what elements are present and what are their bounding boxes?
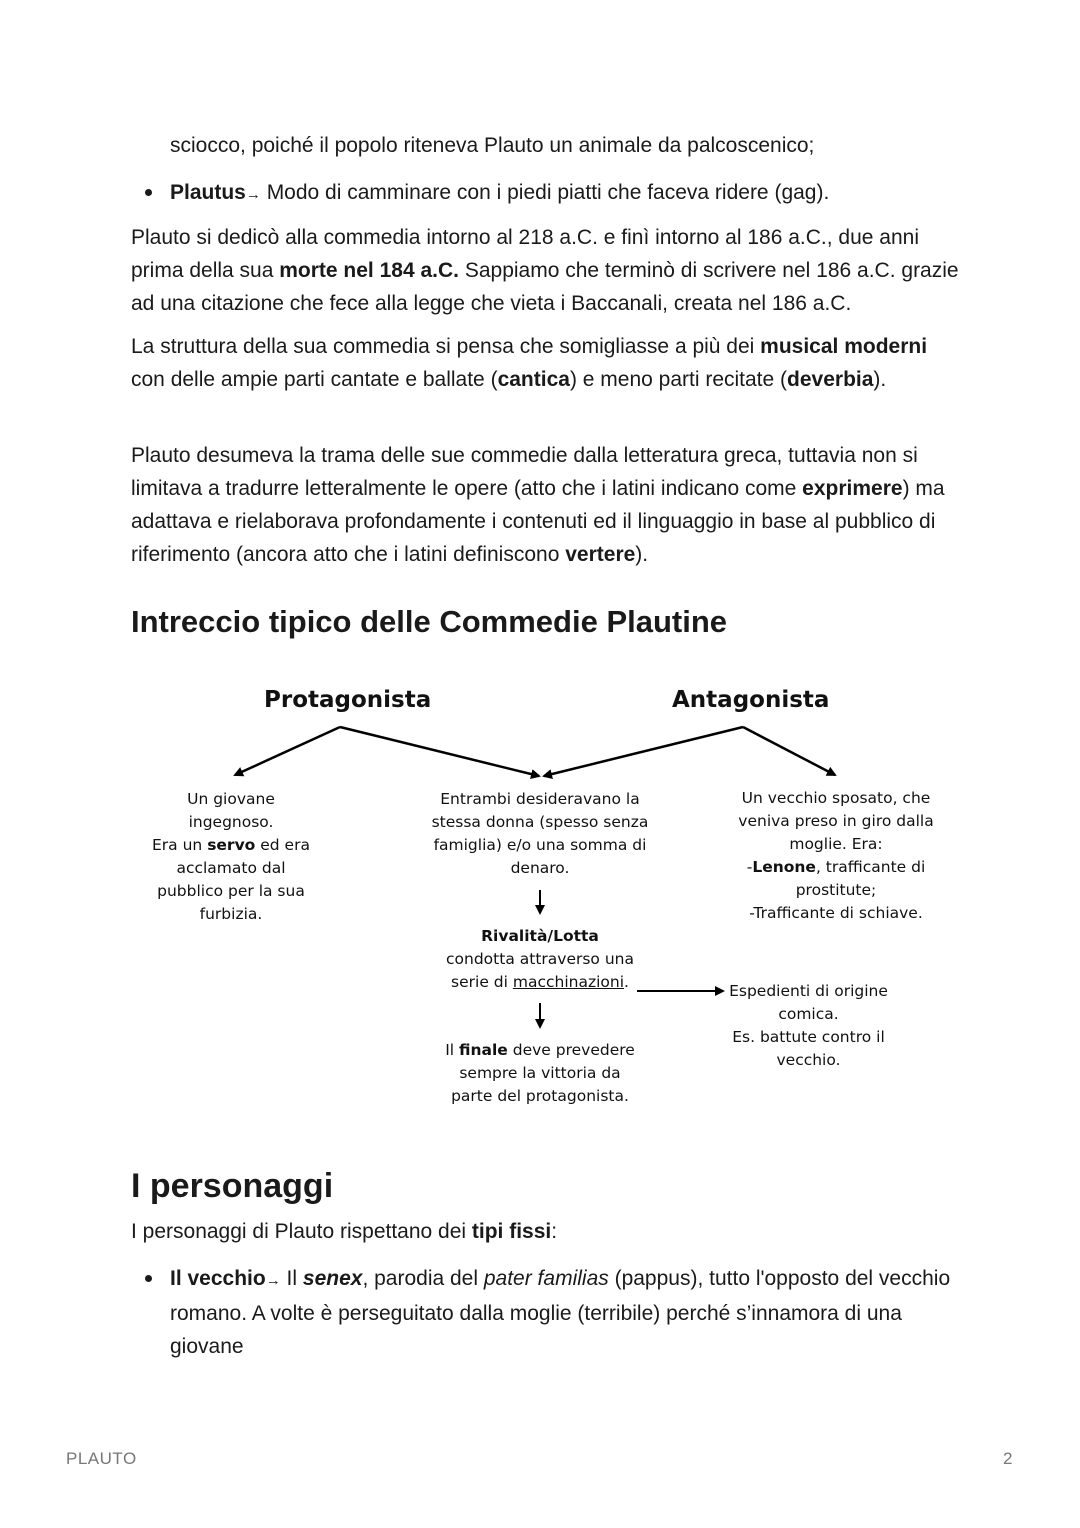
bullet-continuation: sciocco, poiché il popolo riteneva Plauto un animale da palcoscenico; bbox=[170, 134, 815, 157]
paragraph-structure: La struttura della sua commedia si pensa che somigliasse a più dei musical moderni con delle ampie parti cantate e ballate (cantica) e meno parti recitate (deverbia). bbox=[131, 335, 928, 391]
plot-diagram bbox=[131, 680, 961, 1130]
page-number: 2 bbox=[1003, 1449, 1013, 1468]
expedients-description: Espedienti di origine comica. Es. battute contro il vecchio. bbox=[729, 982, 888, 1069]
footer-title: PLAUTO bbox=[66, 1449, 137, 1468]
bullet-dot bbox=[145, 189, 152, 196]
paragraph-dates: Plauto si dedicò alla commedia intorno al 218 a.C. e finì intorno al 186 a.C., due anni prima della sua morte nel 184 a.C. Sappiamo che terminò di scrivere nel 186 a.C. grazie ad una citazione che fece alla legge che vieta i Baccanali, creata nel 186 a.C. bbox=[131, 226, 959, 315]
paragraph-tipi-fissi: I personaggi di Plauto rispettano dei tipi fissi: bbox=[131, 1220, 558, 1243]
bullet-vecchio: Il vecchio→ Il senex, parodia del pater familias (pappus), tutto l'opposto del vecchio romano. A volte è perseguitato dalla moglie (terribile) perché s’innamora di una giovane bbox=[170, 1267, 951, 1358]
finale-description: Il finale deve prevedere sempre la vittoria da parte del protagonista. bbox=[445, 1041, 635, 1105]
protagonist-description: Un giovane ingegnoso. Era un servo ed era acclamato dal pubblico per la sua furbizia. bbox=[152, 790, 310, 923]
paragraph-sources: Plauto desumeva la trama delle sue commedie dalla letteratura greca, tuttavia non si limitava a tradurre letteralmente le opere (atto che i latini indicano come exprimere) ma adattava e rielaborava profondamente i contenuti ed il linguaggio in base al pubblico di riferimento (ancora atto che i latini definiscono vertere). bbox=[131, 444, 945, 566]
rivalry-description: Rivalità/Lotta condotta attraverso una serie di macchinazioni. bbox=[446, 927, 634, 991]
antagonist-description: Un vecchio sposato, che veniva preso in giro dalla moglie. Era: -Lenone, trafficante di prostitute; -Trafficante di schiave. bbox=[738, 789, 934, 922]
bullet-plautus: Plautus→ Modo di camminare con i piedi piatti che faceva ridere (gag). bbox=[170, 181, 830, 204]
bullet-dot bbox=[145, 1275, 152, 1282]
label-antagonista: Antagonista bbox=[672, 687, 830, 713]
section-title-intreccio: Intreccio tipico delle Commedie Plautine bbox=[131, 604, 728, 639]
conflict-description: Entrambi desideravano la stessa donna (spesso senza famiglia) e/o una somma di denaro. bbox=[431, 790, 649, 877]
section-title-personaggi: I personaggi bbox=[131, 1167, 334, 1205]
label-protagonista: Protagonista bbox=[264, 687, 432, 713]
